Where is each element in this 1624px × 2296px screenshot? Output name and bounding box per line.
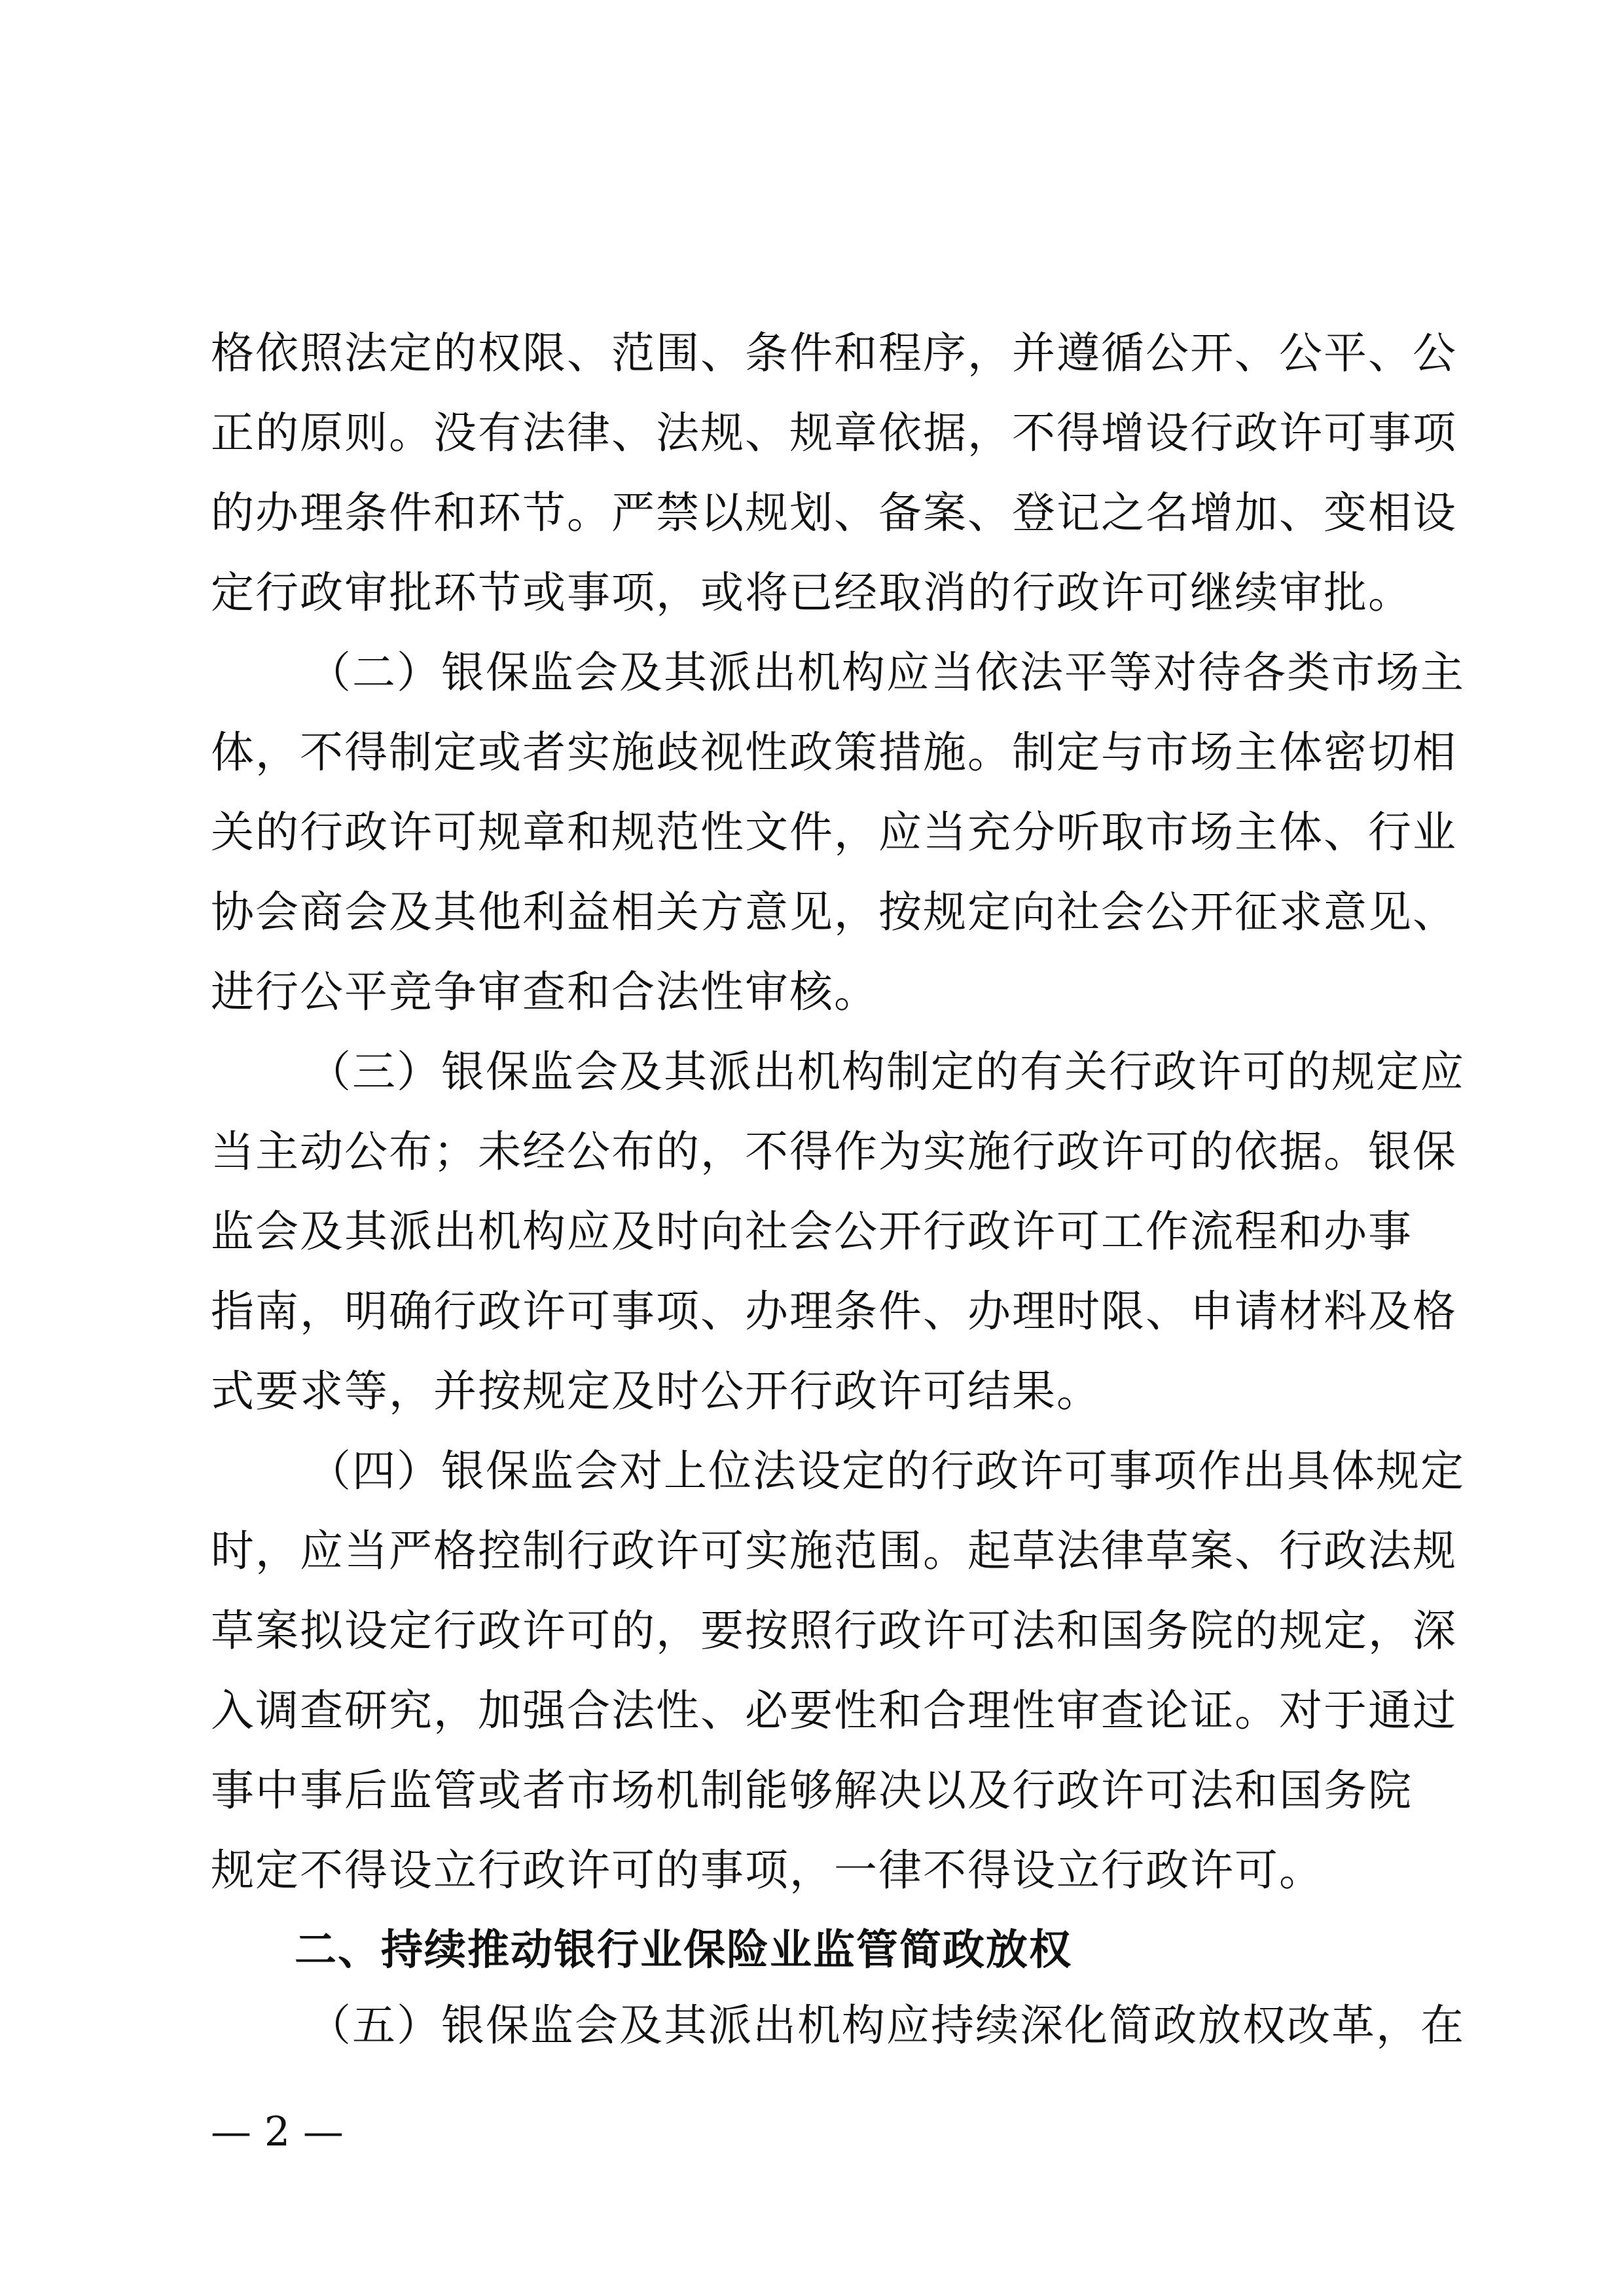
body-line: 关的行政许可规章和规范性文件，应当充分听取市场主体、行业 <box>211 807 1457 857</box>
paragraph-first-line: （五）银保监会及其派出机构应持续深化简政放权改革，在 <box>308 2000 1465 2051</box>
paragraph-first-line: （四）银保监会对上位法设定的行政许可事项作出具体规定 <box>308 1446 1465 1496</box>
body-line: 规定不得设立行政许可的事项，一律不得设立行政许可。 <box>211 1845 1324 1895</box>
body-line: 协会商会及其他利益相关方意见，按规定向社会公开征求意见、 <box>211 887 1457 937</box>
body-line: 正的原则。没有法律、法规、规章依据，不得增设行政许可事项 <box>211 408 1457 458</box>
body-line: 格依照法定的权限、范围、条件和程序，并遵循公开、公平、公 <box>211 328 1457 378</box>
body-line: 入调查研究，加强合法性、必要性和合理性审查论证。对于通过 <box>211 1685 1457 1736</box>
body-line: 当主动公布；未经公布的，不得作为实施行政许可的依据。银保 <box>211 1126 1457 1177</box>
paragraph-first-line: （三）银保监会及其派出机构制定的有关行政许可的规定应 <box>308 1047 1465 1097</box>
body-line: 体，不得制定或者实施歧视性政策措施。制定与市场主体密切相 <box>211 727 1457 778</box>
body-line: 进行公平竞争审查和合法性审核。 <box>211 967 878 1017</box>
body-line: 事中事后监管或者市场机制能够解决以及行政许可法和国务院 <box>211 1765 1413 1816</box>
body-line: 时，应当严格控制行政许可实施范围。起草法律草案、行政法规 <box>211 1526 1457 1576</box>
body-line: 监会及其派出机构应及时向社会公开行政许可工作流程和办事 <box>211 1206 1413 1257</box>
body-line: 草案拟设定行政许可的，要按照行政许可法和国务院的规定，深 <box>211 1605 1457 1656</box>
body-line: 式要求等，并按规定及时公开行政许可结果。 <box>211 1366 1101 1416</box>
page-number: — 2 — <box>211 2108 344 2155</box>
section-heading: 二、持续推动银行业保险业监管简政放权 <box>295 1926 1072 1975</box>
body-line: 定行政审批环节或事项，或将已经取消的行政许可继续审批。 <box>211 567 1413 618</box>
body-line: 指南，明确行政许可事项、办理条件、办理时限、申请材料及格 <box>211 1286 1457 1336</box>
paragraph-first-line: （二）银保监会及其派出机构应当依法平等对待各类市场主 <box>308 647 1465 698</box>
body-line: 的办理条件和环节。严禁以规划、备案、登记之名增加、变相设 <box>211 488 1457 538</box>
